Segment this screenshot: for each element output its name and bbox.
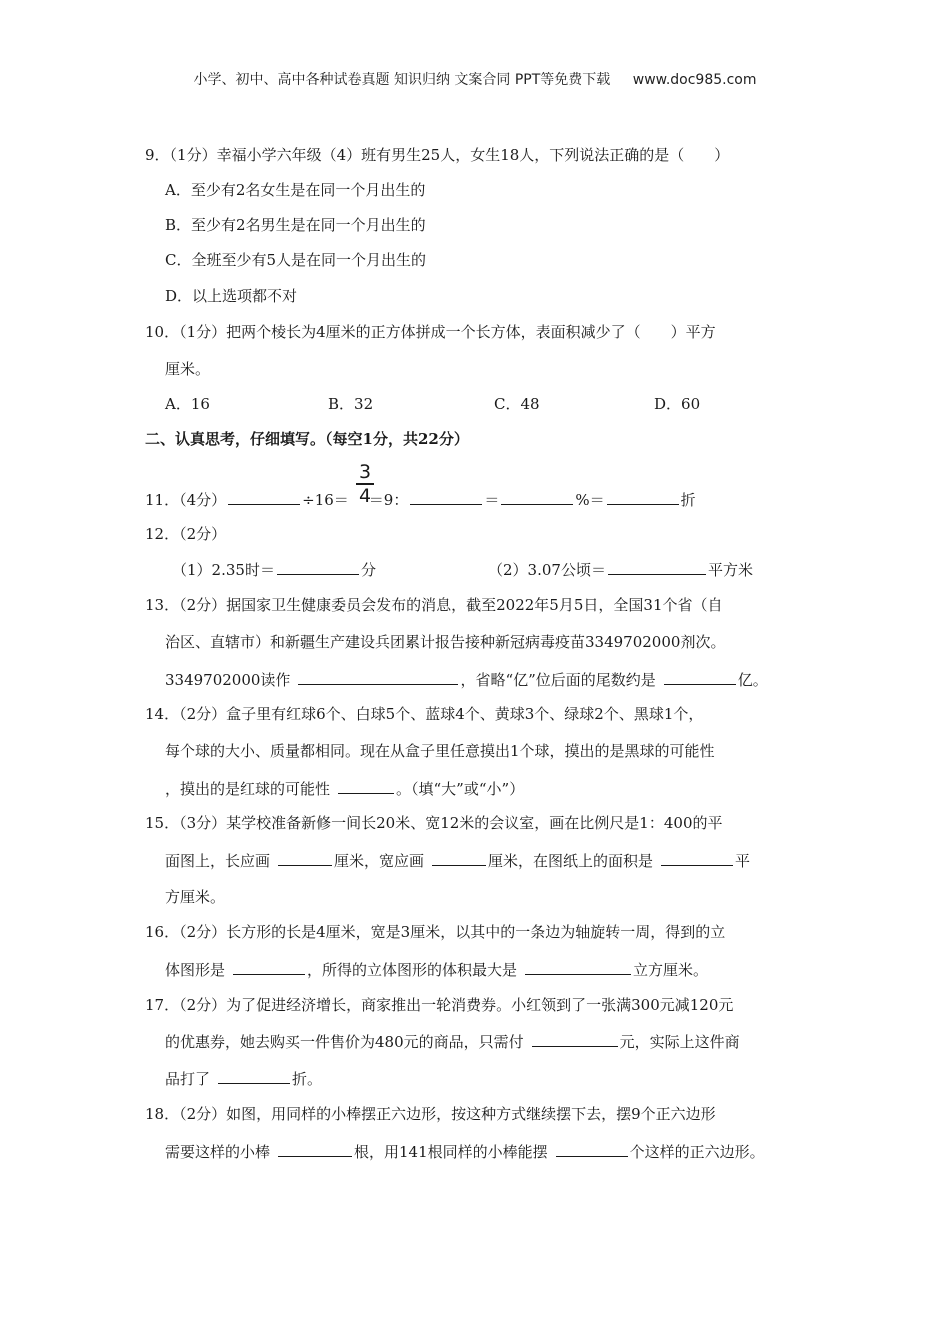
q17-text-3: 品打了 — [165, 1070, 211, 1088]
q17-text-4: 折。 — [292, 1070, 323, 1088]
q17-text-1: 的优惠券，她去购买一件售价为480元的商品，只需付 — [165, 1033, 524, 1051]
q18-text-2: 根，用141根同样的小棒能摆 — [354, 1143, 548, 1161]
q12-blank-2[interactable] — [608, 559, 706, 575]
q12-sub2 — [488, 559, 753, 580]
q11-text-1: ÷16＝ — [302, 491, 349, 509]
q14-text-2: 。（填“大”或“小”） — [396, 780, 525, 798]
q13-line-3 — [165, 669, 768, 690]
q11-text-2: ＝9： — [368, 491, 409, 509]
q12-blank-1[interactable] — [277, 559, 359, 575]
q17-line-1: 17．（2分）为了促进经济增长，商家推出一轮消费券。小红领到了一张满300元减120元 — [145, 996, 734, 1014]
q18-blank-1[interactable] — [278, 1141, 352, 1157]
q10-option-b: B．32 — [328, 395, 374, 413]
q16-text-3: 立方厘米。 — [633, 961, 709, 979]
q12-number: 12．（2分） — [145, 525, 227, 543]
q13-blank-2[interactable] — [664, 669, 736, 685]
q17-text-2: 元，实际上这件商 — [619, 1033, 740, 1051]
q13-text-1: 3349702000读作 — [165, 671, 291, 689]
q15-blank-2[interactable] — [432, 850, 486, 866]
q13-blank-1[interactable] — [298, 669, 458, 685]
q10-option-d: D．60 — [654, 395, 701, 413]
header-text: 小学、初中、高中各种试卷真题 知识归纳 文案合同 PPT等免费下载 — [193, 72, 611, 88]
q12-sub1-text: （1）2.35时＝ — [172, 561, 275, 579]
q13-text-2: ，省略“亿”位后面的尾数约是 — [460, 671, 656, 689]
q14-line-3 — [165, 778, 524, 799]
q17-line-3 — [165, 1068, 322, 1089]
q18-line-1: 18．（2分）如图，用同样的小棒摆正六边形，按这种方式继续摆下去，摆9个正六边形 — [145, 1105, 716, 1123]
q13-line-1: 13．（2分）据国家卫生健康委员会发布的消息，截至2022年5月5日，全国31个省（自 — [145, 596, 723, 614]
q12-sub1 — [172, 559, 376, 580]
q9-stem: 9．（1分）幸福小学六年级（4）班有男生25人，女生18人，下列说法正确的是（ ） — [145, 146, 730, 164]
q11-text-5: 折 — [680, 491, 696, 509]
header-site[interactable]: www.doc985.com — [632, 72, 757, 88]
q11-number: 11．（4分） — [145, 491, 227, 509]
q12-sub1-unit: 分 — [360, 561, 376, 579]
q14-text-1: ，摸出的是红球的可能性 — [165, 780, 331, 798]
q15-line-3: 方厘米。 — [165, 888, 226, 906]
q18-text-1: 需要这样的小棒 — [165, 1143, 271, 1161]
q9-option-c: C．全班至少有5人是在同一个月出生的 — [165, 251, 427, 269]
q17-line-2 — [165, 1031, 740, 1052]
q11-blank-2[interactable] — [410, 489, 482, 505]
q15-blank-1[interactable] — [278, 850, 332, 866]
q15-text-4: 平 — [735, 852, 751, 870]
q9-option-a: A．至少有2名女生是在同一个月出生的 — [165, 181, 426, 199]
q13-text-3: 亿。 — [737, 671, 768, 689]
q18-blank-2[interactable] — [556, 1141, 628, 1157]
q11-fraction-denominator: 4 — [358, 484, 372, 507]
q15-text-1: 面图上，长应画 — [165, 852, 271, 870]
q11-line — [145, 489, 696, 510]
q9-option-d: D．以上选项都不对 — [165, 287, 298, 305]
q10-stem-1: 10．（1分）把两个棱长为4厘米的正方体拼成一个长方体，表面积减少了（ ）平方 — [145, 323, 716, 341]
q16-line-2 — [165, 959, 708, 980]
q18-text-3: 个这样的正六边形。 — [629, 1143, 765, 1161]
q16-text-1: 体图形是 — [165, 961, 226, 979]
q10-stem-2: 厘米。 — [165, 360, 211, 378]
q11-blank-3[interactable] — [501, 489, 573, 505]
q15-blank-3[interactable] — [661, 850, 733, 866]
q16-line-1: 16．（2分）长方形的长是4厘米，宽是3厘米，以其中的一条边为轴旋转一周，得到的立 — [145, 923, 726, 941]
q12-sub2-unit: 平方米 — [707, 561, 753, 579]
q14-blank-1[interactable] — [338, 778, 394, 794]
page-header — [0, 69, 950, 89]
q14-line-2: 每个球的大小、质量都相同。现在从盒子里任意摸出1个球，摸出的是黑球的可能性 — [165, 742, 715, 760]
section-2-title: 二、认真思考，仔细填写。（每空1分，共22分） — [145, 430, 469, 448]
q17-blank-2[interactable] — [218, 1068, 290, 1084]
q11-fraction-numerator: 3 — [358, 461, 372, 483]
q18-line-2 — [165, 1141, 765, 1162]
q11-text-4: %＝ — [575, 491, 605, 509]
q13-line-2: 治区、直辖市）和新疆生产建设兵团累计报告接种新冠病毒疫苗3349702000剂次。 — [165, 633, 726, 651]
q16-text-2: ，所得的立体图形的体积最大是 — [307, 961, 518, 979]
q11-blank-4[interactable] — [607, 489, 679, 505]
q17-blank-1[interactable] — [532, 1031, 618, 1047]
q14-line-1: 14．（2分）盒子里有红球6个、白球5个、蓝球4个、黄球3个、绿球2个、黑球1个， — [145, 705, 704, 723]
q9-option-b: B．至少有2名男生是在同一个月出生的 — [165, 216, 426, 234]
q12-sub2-text: （2）3.07公顷＝ — [488, 561, 606, 579]
q10-option-a: A．16 — [165, 395, 210, 413]
q16-blank-1[interactable] — [233, 959, 305, 975]
q10-option-c: C．48 — [494, 395, 540, 413]
q15-text-2: 厘米，宽应画 — [334, 852, 425, 870]
q11-blank-1[interactable] — [228, 489, 300, 505]
q11-text-3: ＝ — [484, 491, 500, 509]
q16-blank-2[interactable] — [525, 959, 631, 975]
q15-line-1: 15．（3分）某学校准备新修一间长20米、宽12米的会议室，画在比例尺是1：400的平 — [145, 814, 723, 832]
q15-line-2 — [165, 850, 750, 871]
q15-text-3: 厘米，在图纸上的面积是 — [488, 852, 654, 870]
